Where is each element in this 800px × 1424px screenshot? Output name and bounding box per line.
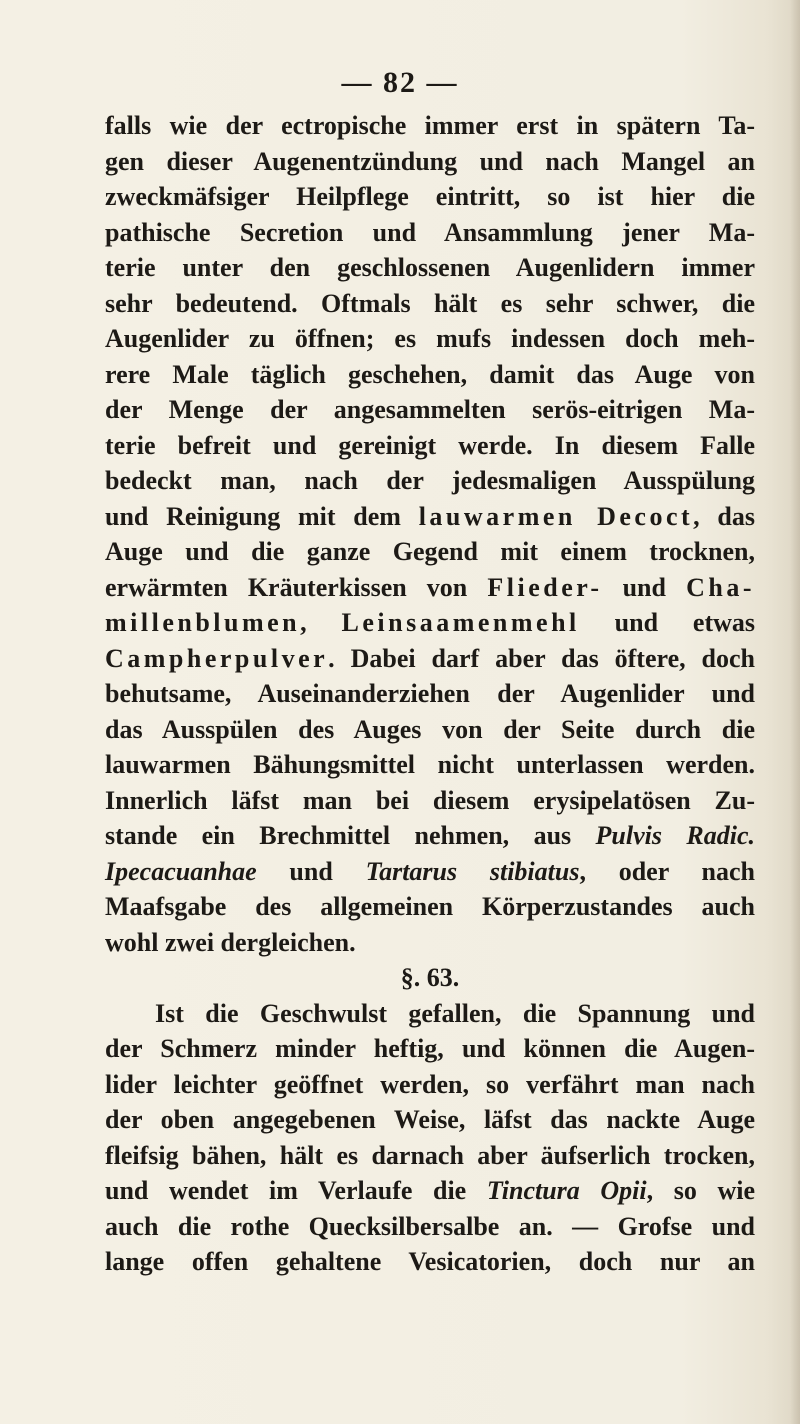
italic-term: Tinctura Opii <box>486 1176 647 1205</box>
spaced-term: Cha- <box>686 572 755 602</box>
text-line: der Menge der angesammelten serös-eitrigen Ma- <box>105 395 755 424</box>
text-run: und Reinigung mit dem <box>105 501 419 531</box>
text-run: , das <box>693 501 755 531</box>
page-edge <box>790 0 800 1424</box>
text-line <box>105 605 755 641</box>
italic-term: Ipecacuanhae <box>105 856 257 886</box>
text-line: rere Male täglich geschehen, damit das Auge von <box>105 359 755 389</box>
text-line: falls wie der ectropische immer erst in spätern Ta- <box>105 111 755 140</box>
text-line: Ist die Geschwulst gefallen, die Spannung und <box>155 998 755 1028</box>
spaced-term: lauwarmen Decoct <box>418 501 694 531</box>
spaced-term: Leinsaamenmehl <box>341 608 580 637</box>
text-run: und etwas <box>579 608 755 637</box>
spaced-term: millenblumen <box>105 608 301 637</box>
text-line: bedeckt man, nach der jedesmaligen Ausspülung <box>105 466 755 495</box>
text-line: Augenlider zu öffnen; es mufs indessen doch meh- <box>105 324 755 353</box>
page-number-header: — 82 — <box>341 66 459 99</box>
text-line <box>105 499 755 535</box>
text-line: das Ausspülen des Auges von der Seite durch die <box>105 714 755 744</box>
text-line <box>105 570 755 606</box>
section-mark: §. 63. <box>400 963 460 992</box>
text-line: terie unter den geschlossenen Augenlidern immer <box>105 253 755 282</box>
text-line <box>105 818 755 854</box>
text-run: erwärmten Kräuterkissen von <box>105 572 488 602</box>
text-line: zweckmäfsiger Heilpflege eintritt, so ist hier die <box>105 182 755 211</box>
text-line: Innerlich läfst man bei diesem erysipelatösen Zu- <box>105 785 755 815</box>
text-line: fleifsig bähen, hält es darnach aber äufserlich trocken, <box>105 1140 755 1170</box>
text-line: terie befreit und gereinigt werde. In diesem Falle <box>105 430 755 460</box>
text-line: pathische Secretion und Ansammlung jener Ma- <box>105 217 755 247</box>
text-run: , oder nach <box>579 856 756 886</box>
body-text <box>105 108 755 1280</box>
text-line <box>105 641 755 677</box>
text-line: der Schmerz minder heftig, und können die Augen- <box>105 1034 755 1063</box>
text-run: und <box>602 572 687 602</box>
text-run: und <box>256 856 366 886</box>
text-line <box>105 854 755 890</box>
italic-term: Pulvis Radic. <box>595 821 755 850</box>
text-run: und wendet im Verlaufe die <box>105 1176 487 1205</box>
spaced-term: Campherpulver <box>105 643 329 673</box>
text-line: lider leichter geöffnet werden, so verfährt man nach <box>105 1069 755 1099</box>
text-run: , <box>300 608 342 637</box>
italic-term: Tartarus stibiatus <box>365 856 580 886</box>
text-line: auch die rothe Quecksilbersalbe an. — Grofse und <box>105 1211 755 1241</box>
text-run: . Dabei darf aber das öftere, doch <box>328 643 755 673</box>
text-line: Maafsgabe des allgemeinen Körperzustandes auch <box>105 892 755 921</box>
text-run: , so wie <box>646 1176 755 1205</box>
text-run: stande ein Brechmittel nehmen, aus <box>105 821 596 850</box>
text-line: lauwarmen Bähungsmittel nicht unterlassen werden. <box>105 750 755 779</box>
text-line: wohl zwei dergleichen. <box>105 927 356 957</box>
text-line <box>105 1173 755 1209</box>
text-line: der oben angegebenen Weise, läfst das nackte Auge <box>105 1105 755 1134</box>
text-line: lange offen gehaltene Vesicatorien, doch nur an <box>105 1247 755 1276</box>
text-line: behutsame, Auseinanderziehen der Augenlider und <box>105 679 755 708</box>
spaced-term: Flieder- <box>487 572 603 602</box>
text-line: gen dieser Augenentzündung und nach Mangel an <box>105 146 755 176</box>
text-line: sehr bedeutend. Oftmals hält es sehr schwer, die <box>105 288 755 318</box>
text-line: Auge und die ganze Gegend mit einem trocknen, <box>105 537 755 566</box>
